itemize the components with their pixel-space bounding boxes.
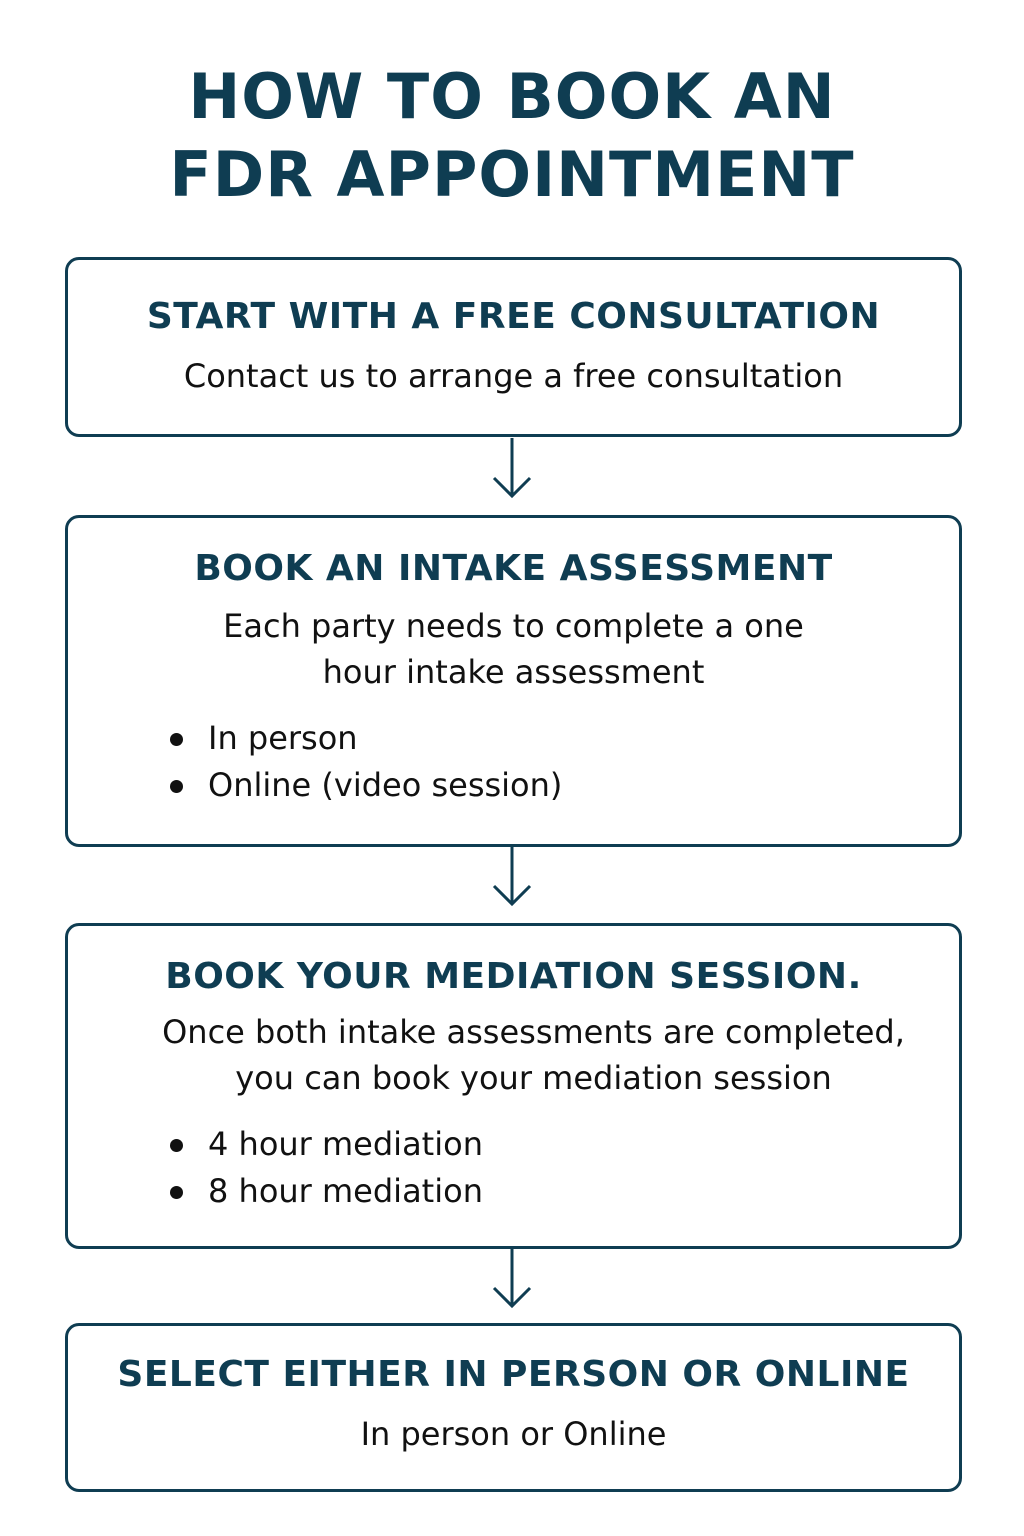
step-text: Contact us to arrange a free consultation bbox=[183, 357, 844, 395]
step-free-consultation bbox=[65, 257, 962, 437]
step-heading: BOOK YOUR MEDIATION SESSION. bbox=[165, 956, 862, 997]
bullet-icon bbox=[170, 733, 183, 746]
list-item bbox=[208, 762, 959, 809]
page-title bbox=[0, 58, 1024, 214]
step-heading: SELECT EITHER IN PERSON OR ONLINE bbox=[117, 1354, 910, 1395]
arrow-down-icon bbox=[490, 1248, 534, 1310]
list-item bbox=[208, 1168, 959, 1215]
step-text-line-1: Each party needs to complete a one bbox=[223, 607, 804, 645]
bullet-icon bbox=[170, 780, 183, 793]
list-item bbox=[208, 715, 959, 762]
bullet-icon bbox=[170, 1186, 183, 1199]
title-line-1: HOW TO BOOK AN bbox=[188, 60, 836, 133]
option-label: 4 hour mediation bbox=[208, 1125, 483, 1163]
options-list bbox=[68, 1121, 959, 1215]
step-mediation-session bbox=[65, 923, 962, 1249]
step-text-line-1: Once both intake assessments are completed, bbox=[162, 1013, 905, 1051]
step-select-format bbox=[65, 1323, 962, 1492]
option-label: In person bbox=[208, 719, 358, 757]
option-label: 8 hour mediation bbox=[208, 1172, 483, 1210]
step-heading: START WITH A FREE CONSULTATION bbox=[146, 296, 881, 337]
step-heading: BOOK AN INTAKE ASSESSMENT bbox=[194, 548, 833, 589]
options-list bbox=[68, 715, 959, 809]
arrow-down-icon bbox=[490, 438, 534, 500]
title-line-2: FDR APPOINTMENT bbox=[169, 138, 855, 211]
step-text-line-2: you can book your mediation session bbox=[235, 1059, 832, 1097]
step-text: In person or Online bbox=[360, 1415, 667, 1453]
arrow-down-icon bbox=[490, 846, 534, 908]
list-item bbox=[208, 1121, 959, 1168]
option-label: Online (video session) bbox=[208, 766, 563, 804]
step-intake-assessment bbox=[65, 515, 962, 847]
step-text-line-2: hour intake assessment bbox=[322, 653, 705, 691]
bullet-icon bbox=[170, 1139, 183, 1152]
